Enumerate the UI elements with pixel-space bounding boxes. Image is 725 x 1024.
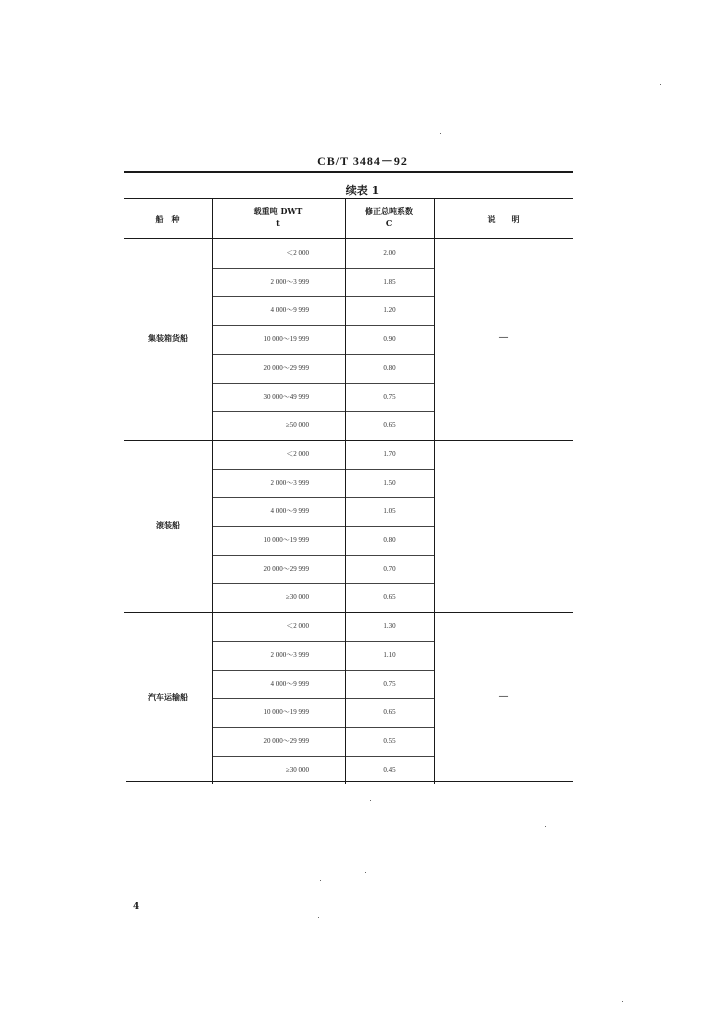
column-rule (345, 199, 346, 784)
dwt-cell: ≥30 000 (285, 593, 309, 602)
row-divider (212, 296, 434, 297)
header-coefficient-symbol: C (385, 218, 393, 228)
scan-speck (660, 84, 661, 85)
note-cell: — (498, 332, 509, 344)
dwt-cell: ＜2 000 (286, 449, 309, 458)
row-divider (212, 641, 434, 642)
column-rule (434, 199, 435, 784)
row-divider (212, 383, 434, 384)
header-dwt (212, 205, 344, 229)
coefficient-cell: 0.75 (383, 679, 396, 688)
header-coefficient (345, 205, 433, 229)
coefficient-cell: 1.05 (383, 507, 396, 516)
ship-type-cell: 集装箱货船 (148, 333, 188, 344)
dwt-cell: 10 000～19 999 (263, 536, 309, 544)
dwt-cell: 4 000～9 999 (270, 306, 309, 315)
coefficient-cell: 0.75 (383, 392, 396, 401)
dwt-cell: 10 000～19 999 (263, 335, 309, 344)
row-divider (212, 698, 434, 699)
header-dwt-unit: t (276, 218, 280, 228)
column-rule (212, 199, 213, 784)
ship-type-cell: 滚装船 (156, 520, 180, 530)
dwt-cell: 10 000～19 999 (263, 708, 309, 717)
dwt-cell: 20 000～29 999 (263, 564, 309, 573)
row-divider (212, 727, 434, 728)
page-number: 4 (133, 902, 140, 912)
note-cell: — (498, 691, 509, 703)
coefficient-cell: 0.80 (383, 536, 396, 544)
row-divider (212, 555, 434, 556)
scan-speck (320, 880, 321, 881)
dwt-cell: 20 000～29 999 (263, 736, 309, 745)
scan-speck (365, 872, 366, 873)
header-top-rule (124, 198, 573, 199)
scan-speck (318, 917, 319, 918)
coefficient-cell: 0.70 (383, 564, 396, 573)
dwt-cell: ≥50 000 (285, 421, 309, 430)
header-ship-type: 船 种 (155, 214, 180, 224)
coefficient-cell: 0.65 (383, 421, 396, 430)
dwt-cell: 30 000～49 999 (263, 392, 309, 401)
dwt-cell: ＜2 000 (286, 249, 309, 257)
scan-speck (622, 1001, 623, 1002)
coefficient-cell: 0.65 (383, 708, 396, 717)
header-coefficient-label: 修正总吨系数 (365, 206, 413, 216)
ship-type-cell: 汽车运输船 (148, 692, 188, 703)
row-divider (212, 354, 434, 355)
dwt-cell: ＜2 000 (286, 622, 309, 631)
dwt-cell: 2 000～3 999 (270, 478, 309, 487)
dwt-cell: 20 000～29 999 (263, 363, 309, 372)
group-divider (124, 612, 573, 613)
row-divider (212, 325, 434, 326)
coefficient-cell: 0.80 (383, 363, 396, 372)
row-divider (212, 583, 434, 584)
dwt-cell: 4 000～9 999 (270, 679, 309, 688)
table-title: 续表 1 (345, 184, 380, 197)
group-divider (124, 440, 573, 441)
coefficient-cell: 0.90 (383, 335, 396, 344)
dwt-cell: 2 000～3 999 (270, 277, 309, 286)
table-bottom-rule (126, 781, 573, 782)
dwt-cell: ≥30 000 (285, 765, 309, 774)
scan-speck (545, 826, 546, 827)
header-notes: 说 明 (487, 214, 520, 224)
coefficient-cell: 0.55 (383, 736, 396, 745)
standard-number: CB/T 3484－92 (317, 154, 408, 168)
coefficient-cell: 1.50 (383, 478, 396, 487)
coefficient-cell: 1.30 (383, 622, 396, 631)
coefficient-cell: 2.00 (383, 249, 396, 257)
coefficient-cell: 0.65 (383, 593, 396, 602)
row-divider (212, 756, 434, 757)
row-divider (212, 268, 434, 269)
coefficient-cell: 1.85 (383, 277, 396, 286)
header-dwt-label: 载重吨 DWT (253, 206, 303, 216)
header-bottom-rule (124, 238, 573, 239)
top-rule-thick (124, 171, 573, 173)
row-divider (212, 670, 434, 671)
scan-speck (370, 800, 371, 801)
scan-speck (440, 133, 441, 134)
coefficient-cell: 1.20 (383, 306, 396, 315)
dwt-cell: 2 000～3 999 (270, 650, 309, 659)
row-divider (212, 411, 434, 412)
row-divider (212, 469, 434, 470)
coefficient-cell: 1.10 (383, 650, 396, 659)
coefficient-cell: 1.70 (383, 449, 396, 458)
coefficient-cell: 0.45 (383, 765, 396, 774)
row-divider (212, 497, 434, 498)
dwt-cell: 4 000～9 999 (270, 507, 309, 516)
row-divider (212, 526, 434, 527)
